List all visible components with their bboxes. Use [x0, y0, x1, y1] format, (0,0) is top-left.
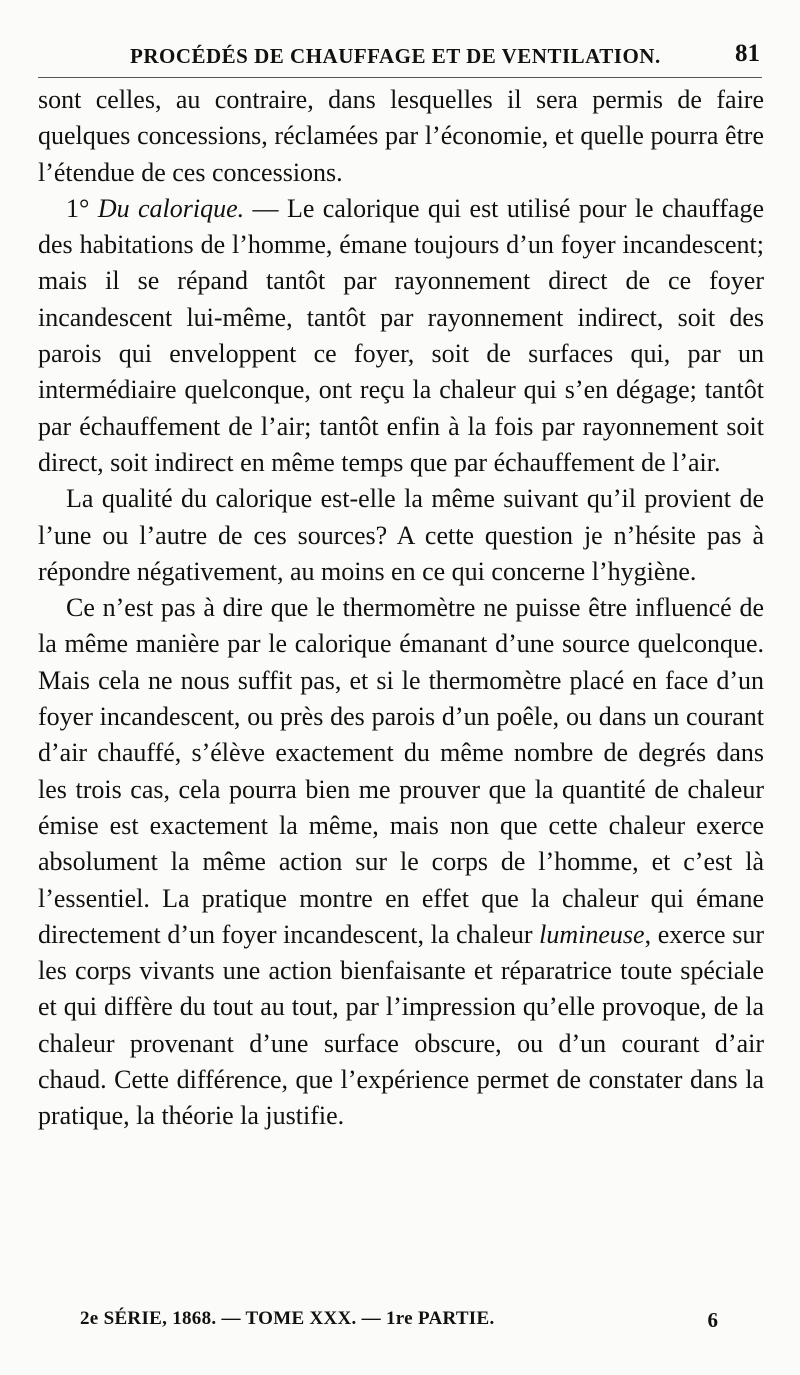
paragraph-4-text-before: Ce n’est pas à dire que le thermomètre ne puisse être influencé de la même manière par le calorique émanant d’une source quelconque. Mais cela ne nous suffit pas, et si le thermomètre placé en face d’un foyer incandescent, ou près des parois d’un poêle, ou dans un courant d’air chauffé, s’élève exactement du même nombre de degrés dans les trois cas, cela pourra bien me prouver que la quantité de chaleur émise est exactement la même, mais non que cette chaleur exerce absolument la même action sur le corps de l’homme, et c’est là l’essentiel. La pratique montre en effet que la chaleur qui émane directement d’un foyer incandescent, la chaleur	[38, 593, 764, 949]
paragraph-4	[38, 590, 764, 1134]
header-rule	[38, 77, 762, 78]
signature-line: 2e SÉRIE, 1868. — TOME XXX. — 1re PARTIE.	[80, 1308, 495, 1329]
paragraph-3-text: La qualité du calorique est-elle la même suivant qu’il provient de l’une ou l’autre de ces sources? A cette question je n’hésite pas à répondre négativement, au moins en ce qui concerne l’hygiène.	[38, 484, 764, 586]
paragraph-4-text: , exerce sur les corps vivants une action bienfaisante et réparatrice toute spéciale et qui diffère du tout au tout, par l’impression qu’elle provoque, de la chaleur provenant d’une surface obscure, ou d’un courant d’air chaud. Cette différence, que l’expérience permet de constater dans la pratique, la théorie la justifie.	[38, 919, 764, 1131]
paragraph-2-text: — Le calorique qui est utilisé pour le chauffage des habitations de l’homme, émane toujours d’un foyer incandescent; mais il se répand tantôt par rayonnement direct de ce foyer incandescent lui-même, tantôt par rayonnement indirect, soit des parois qui enveloppent ce foyer, soit de surfaces qui, par un intermédiaire quelconque, ont reçu la chaleur qui s’en dégage; tantôt par échauffement de l’air; tantôt enfin à la fois par rayonnement soit direct, soit indirect en même temps que par échauffement de l’air.	[38, 193, 765, 477]
running-title: PROCÉDÉS DE CHAUFFAGE ET DE VENTILATION.	[130, 44, 661, 68]
body-text	[38, 82, 764, 1135]
signature-mark: 6	[707, 1308, 718, 1332]
page-footer	[80, 1308, 718, 1338]
page-number: 81	[735, 40, 760, 67]
section-title-calorique: Du calorique.	[97, 193, 245, 223]
paragraph-2-number: 1°	[66, 193, 98, 223]
paragraph-1	[38, 82, 764, 191]
paragraph-1-text: sont celles, au contraire, dans lesquelles il sera permis de faire quelques concessions, réclamées par l’économie, et quelle pourra être l’étendue de ces concessions.	[38, 85, 764, 187]
italic-lumineuse: lumineuse	[539, 919, 645, 949]
page-header	[38, 36, 760, 76]
paragraph-3	[38, 481, 764, 590]
paragraph-2	[38, 191, 764, 481]
